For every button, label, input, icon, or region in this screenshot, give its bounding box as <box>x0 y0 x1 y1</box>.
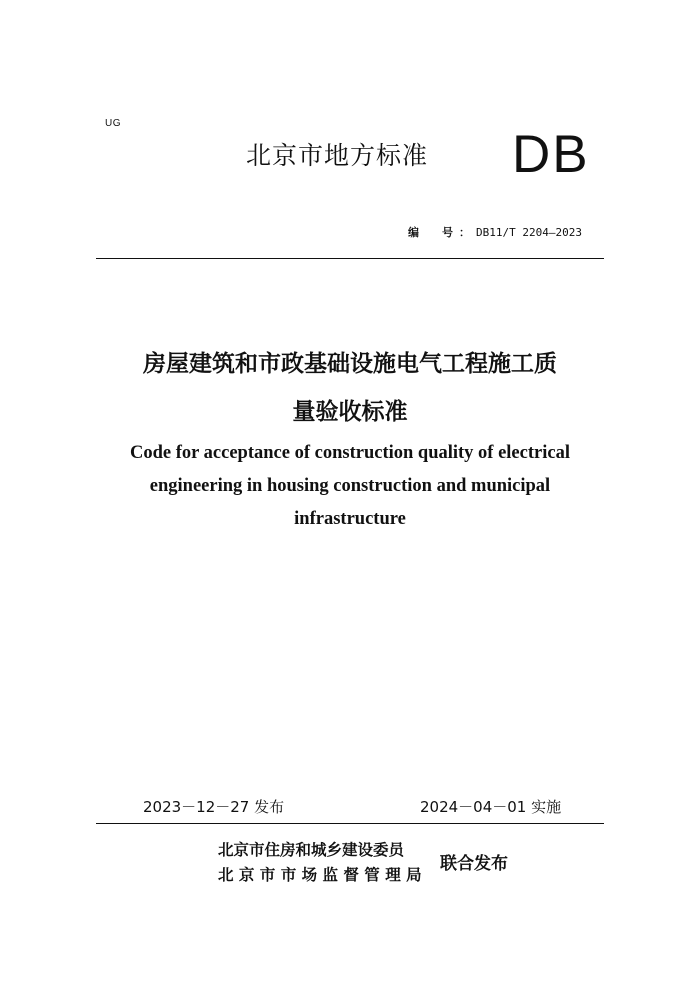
local-standard-title: 北京市地方标准 <box>246 141 429 170</box>
english-title-line-3: infrastructure <box>294 509 406 529</box>
standard-number-value: DB11/T 2204—2023 <box>476 226 582 239</box>
issuing-authorities <box>218 838 427 888</box>
standard-number-label: 编 号： <box>408 226 477 239</box>
issue-date: 2023－12－27 发布 <box>143 798 285 816</box>
issuer-housing-commission: 北京市住房和城乡建设委员 <box>218 841 405 859</box>
chinese-title-line-2: 量验收标准 <box>292 399 408 425</box>
issuer-market-regulation: 北京市市场监督管理局 <box>218 866 428 884</box>
top-divider <box>96 258 604 259</box>
english-title-line-2: engineering in housing construction and municipal <box>149 476 551 496</box>
english-title-line-1: Code for acceptance of construction quality of electrical <box>130 443 570 463</box>
bottom-divider <box>96 823 604 824</box>
joint-issue-label: 联合发布 <box>440 854 508 874</box>
standard-number <box>408 224 582 240</box>
classification-code: UG <box>105 118 121 129</box>
implementation-date: 2024－04－01 实施 <box>420 798 562 816</box>
english-title <box>96 437 604 536</box>
db-standard-mark: DB <box>512 125 590 184</box>
chinese-title-line-1: 房屋建筑和市政基础设施电气工程施工质 <box>143 351 557 377</box>
chinese-title <box>96 340 604 436</box>
